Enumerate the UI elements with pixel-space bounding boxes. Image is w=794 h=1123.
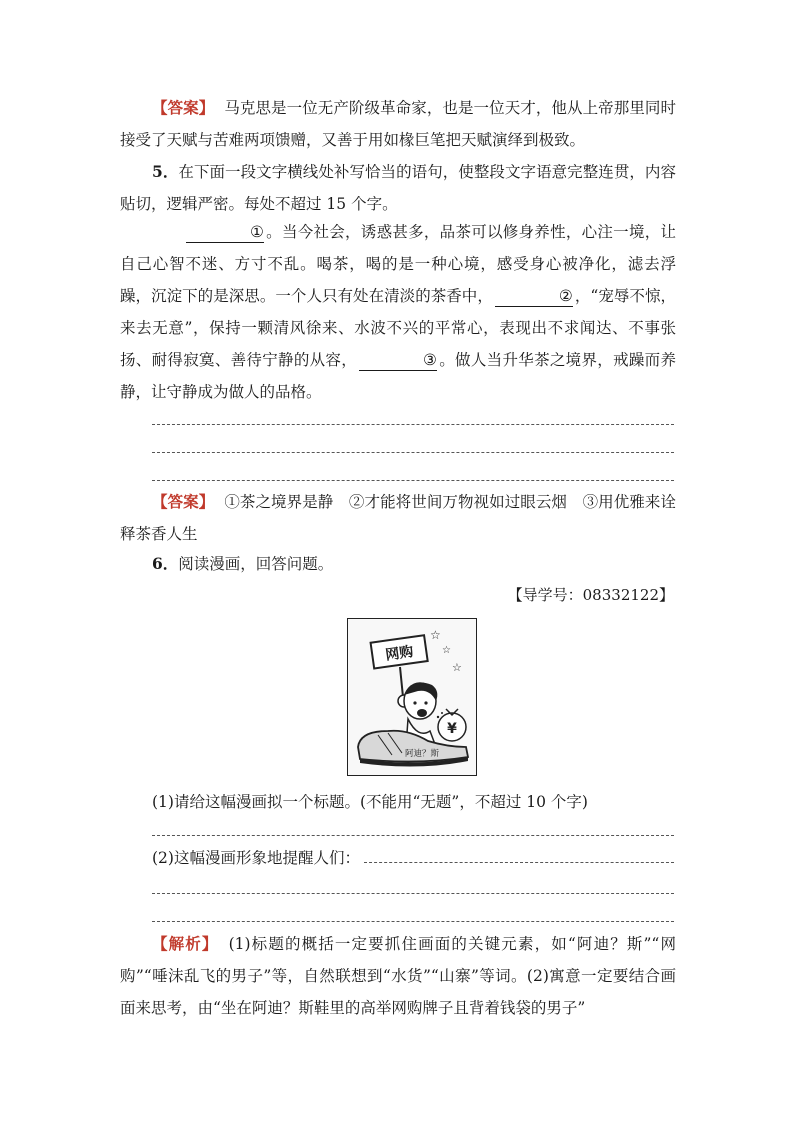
sign-text: 网购 (384, 643, 415, 664)
cartoon-illustration (348, 619, 476, 775)
blank-3: ③ (359, 350, 437, 371)
answer-line[interactable] (152, 921, 674, 922)
passage-part-1: 。当今社会，诱惑甚多，品茶可以修身养性，心注一境，让自己心智不迷、方寸不乱。喝茶，喝的是一种心境，感受身心被净化，滤去浮躁，沉淀下的是深思。一个人只有处在清淡的茶香中， (120, 223, 676, 305)
yuan-symbol: ¥ (447, 721, 457, 737)
sub-question-text: (2)这幅漫画形象地提醒人们： (152, 849, 360, 867)
answer-text: ①茶之境界是静 ②才能将世间万物视如过眼云烟 ③用优雅来诠释茶香人生 (120, 493, 676, 543)
shoe-text: 阿迪？斯 (404, 749, 440, 759)
star-icon: ☆ (442, 645, 451, 656)
answer-line[interactable] (152, 452, 674, 453)
question-6-prompt (120, 548, 676, 580)
answer-line[interactable] (152, 480, 674, 481)
question-number: 6． (152, 554, 179, 573)
answer-line[interactable] (152, 835, 674, 836)
answer-line[interactable] (152, 424, 674, 425)
reference-number: 【导学号：08332122】 (507, 586, 674, 604)
answer-paragraph-1 (120, 92, 676, 156)
passage-part-3: 。做人当升华茶之境界，戒躁而养静，让守静成为做人的品格。 (120, 351, 676, 401)
star-icon: ☆ (452, 661, 462, 674)
blank-2: ② (495, 286, 573, 307)
answer-paragraph-2 (120, 486, 676, 550)
question-number: 5． (152, 162, 179, 181)
analysis-text: (1)标题的概括一定要抓住画面的关键元素，如“阿迪？斯”“网购”“唾沫乱飞的男子”等，自然联想到“水货”“山寨”等词。(2)寓意一定要结合画面来思考，由“坐在阿迪？斯鞋里的高举网购牌子且背着钱袋的男子” (120, 935, 676, 1017)
answer-line-inline[interactable] (364, 862, 674, 863)
answer-text: 马克思是一位无产阶级革命家，也是一位天才，他从上帝那里同时接受了天赋与苦难两项馈赠，又善于用如椽巨笔把天赋演绎到极致。 (120, 99, 676, 149)
blank-1: ① (186, 222, 264, 243)
cartoon-image (347, 618, 477, 776)
answer-line[interactable] (152, 893, 674, 894)
sub-question-1 (120, 786, 676, 818)
question-text: 阅读漫画，回答问题。 (178, 555, 334, 573)
sub-question-text: (1)请给这幅漫画拟一个标题。(不能用“无题”，不超过 10 个字) (152, 793, 588, 811)
analysis-tag: 【解析】 (152, 934, 219, 953)
answer-tag: 【答案】 (152, 98, 215, 117)
passage-part-2: ，“宠辱不惊，来去无意”，保持一颗清风徐来、水波不兴的平常心，表现出不求闻达、不事张扬、耐得寂寞、善待宁静的从容， (120, 287, 676, 369)
answer-tag: 【答案】 (152, 492, 215, 511)
question-text: 在下面一段文字横线处补写恰当的语句，使整段文字语意完整连贯，内容贴切，逻辑严密。每处不超过 15 个字。 (120, 163, 676, 213)
question-5-passage (120, 216, 676, 408)
sub-question-2 (120, 842, 676, 874)
question-5-prompt (120, 156, 676, 220)
star-icon: ☆ (430, 628, 441, 642)
analysis-paragraph (120, 928, 676, 1024)
